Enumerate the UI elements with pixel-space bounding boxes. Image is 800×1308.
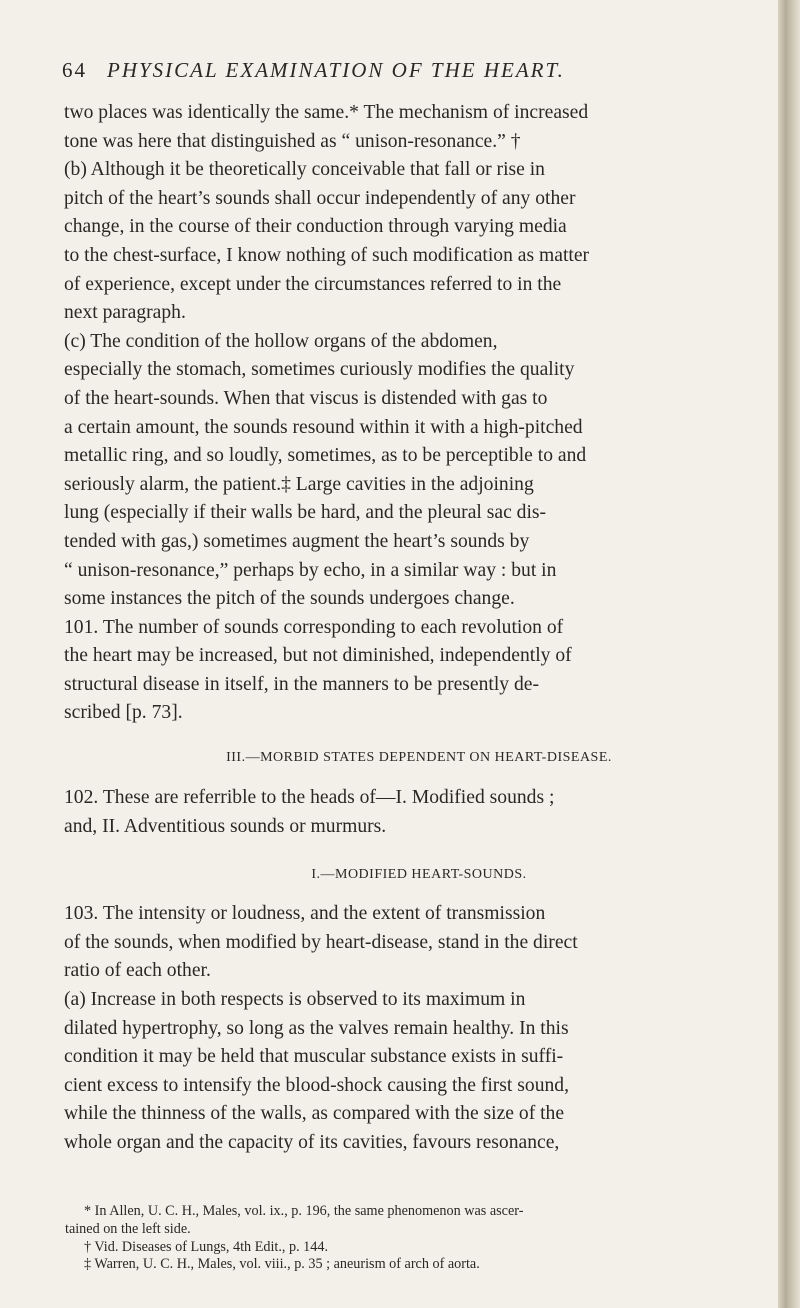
footnote-line: † Vid. Diseases of Lungs, 4th Edit., p. 144. [84, 1238, 328, 1255]
text-line: “ unison-resonance,” perhaps by echo, in a similar way : but in [64, 559, 557, 581]
text-line: (b) Although it be theoretically conceivable that fall or rise in [64, 159, 545, 181]
body-text [64, 99, 774, 1158]
text-line: of experience, except under the circumstances referred to in the [64, 273, 562, 295]
text-line: structural disease in itself, in the manners to be presently de- [64, 673, 540, 695]
text-line: 103. The intensity or loudness, and the extent of transmission [64, 903, 546, 925]
text-line: lung (especially if their walls be hard, and the pleural sac dis- [64, 502, 547, 524]
text-line: a certain amount, the sounds resound within it with a high-pitched [64, 416, 583, 438]
text-line: seriously alarm, the patient.‡ Large cavities in the adjoining [64, 473, 534, 495]
page-number: 64 [62, 58, 87, 82]
footnote-line: ‡ Warren, U. C. H., Males, vol. viii., p. 35 ; aneurism of arch of aorta. [84, 1256, 480, 1273]
footnote-line: tained on the left side. [65, 1220, 191, 1237]
text-line: dilated hypertrophy, so long as the valves remain healthy. In this [64, 1017, 569, 1039]
text-line: especially the stomach, sometimes curiously modifies the quality [64, 359, 575, 381]
text-line: while the thinness of the walls, as compared with the size of the [64, 1103, 565, 1125]
text-line: to the chest-surface, I know nothing of such modification as matter [64, 244, 590, 266]
text-line: tended with gas,) sometimes augment the heart’s sounds by [64, 530, 530, 552]
text-line: cient excess to intensify the blood-shock causing the first sound, [64, 1074, 569, 1096]
footnotes [65, 1203, 764, 1274]
text-line: change, in the course of their conduction through varying media [64, 216, 567, 238]
text-line: ratio of each other. [64, 960, 211, 982]
text-line: metallic ring, and so loudly, sometimes, as to be perceptible to and [64, 445, 587, 467]
text-line: next paragraph. [64, 302, 186, 324]
text-line: some instances the pitch of the sounds undergoes change. [64, 588, 515, 610]
text-line: of the sounds, when modified by heart-disease, stand in the direct [64, 931, 578, 953]
text-line: the heart may be increased, but not diminished, independently of [64, 645, 572, 667]
text-line: 102. These are referrible to the heads of—I. Modified sounds ; [64, 787, 555, 809]
text-line: condition it may be held that muscular substance exists in suffi- [64, 1046, 564, 1068]
text-line: and, II. Adventitious sounds or murmurs. [64, 815, 387, 837]
running-head [62, 58, 742, 86]
section-heading-morbid-states: III.—MORBID STATES DEPENDENT ON HEART-DISEASE. [226, 750, 612, 766]
text-line: pitch of the heart’s sounds shall occur independently of any other [64, 187, 576, 209]
footnote-line: * In Allen, U. C. H., Males, vol. ix., p. 196, the same phenomenon was ascer- [84, 1203, 524, 1219]
text-line: two places was identically the same.* The mechanism of increased [64, 102, 589, 123]
running-head-title: PHYSICAL EXAMINATION OF THE HEART. [107, 58, 565, 82]
page-binding-edge [778, 0, 800, 1308]
text-line: 101. The number of sounds corresponding to each revolution of [64, 616, 564, 638]
text-line: tone was here that distinguished as “ unison-resonance.” † [64, 130, 521, 152]
text-line: (a) Increase in both respects is observed to its maximum in [64, 989, 526, 1011]
text-line: scribed [p. 73]. [64, 702, 183, 724]
text-line: of the heart-sounds. When that viscus is distended with gas to [64, 387, 548, 409]
text-line: whole organ and the capacity of its cavities, favours resonance, [64, 1132, 560, 1153]
text-line: (c) The condition of the hollow organs of the abdomen, [64, 330, 498, 352]
section-heading-modified-sounds: I.—MODIFIED HEART-SOUNDS. [311, 867, 527, 883]
